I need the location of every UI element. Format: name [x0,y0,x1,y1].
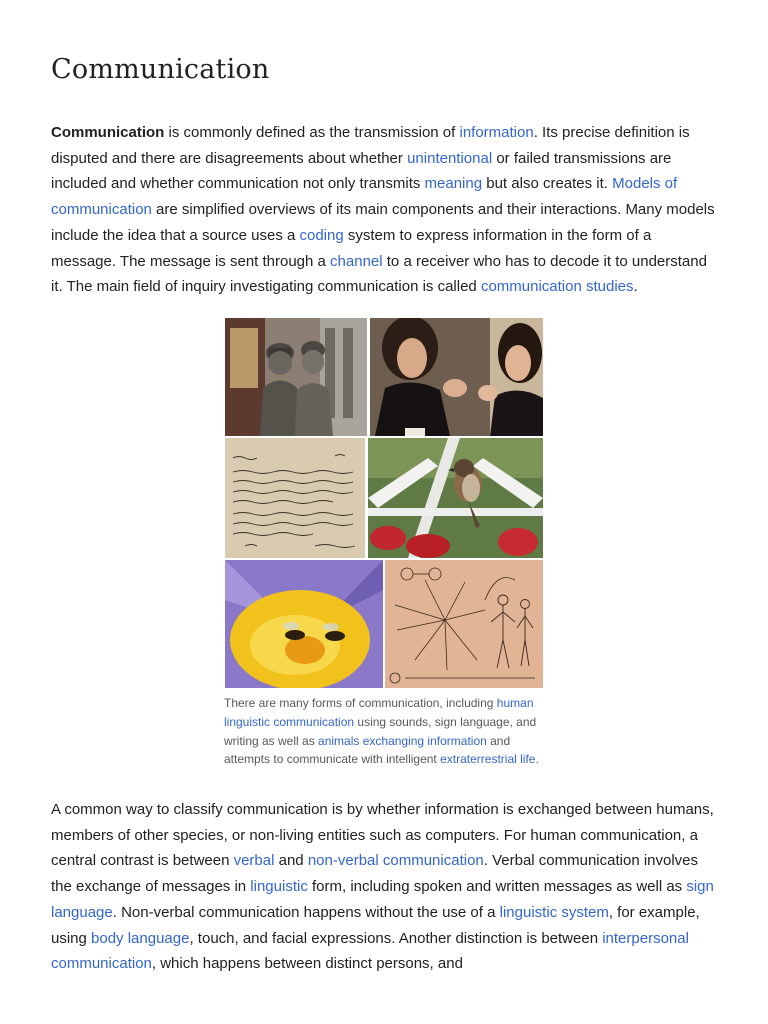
text-run: . [535,752,539,767]
text-run: and attempts to communicate with intelligent [224,733,511,767]
text-run: are simplified overviews of its main components and their interactions. Many models include the idea that a source uses a [51,201,715,244]
text-run: , touch, and facial expressions. Another distinction is between [189,929,603,947]
text-run: . Its precise definition is disputed and there are disagreements about whether [51,124,690,167]
link-extraterrestrial-life[interactable]: extraterrestrial life [440,752,536,767]
link-information[interactable]: information [459,124,534,141]
text-run: . Non-verbal communication happens without the use of a [112,903,500,921]
text-run: A common way to classify communication is by whether information is exchanged between humans, members of other species, or non-living entities such as computers. For human communication, a central contrast is between [51,801,714,870]
link-non-verbal-communication[interactable]: non-verbal communication [307,852,484,870]
pioneer-plaque-image[interactable] [385,560,543,688]
bold-term: Communication [51,124,165,141]
link-body-language[interactable]: body language [91,929,190,947]
link-human-linguistic-communication[interactable]: human linguistic communication [224,696,534,729]
text-run: . [633,278,638,296]
link-linguistic[interactable]: linguistic [250,878,308,896]
link-verbal[interactable]: verbal [233,852,275,870]
link-models-of-communication[interactable]: Models of communication [51,175,678,219]
text-run: . Verbal communication involves the exchange of messages in [51,852,699,896]
link-sign-language[interactable]: sign language [51,878,714,921]
text-run: There are many forms of communication, including [224,696,497,710]
link-unintentional[interactable]: unintentional [407,149,493,167]
text-run: or failed transmissions are included and whether communication not only transmits [51,149,672,193]
text-run: is commonly defined as the transmission of [164,124,460,141]
intro-paragraph [51,120,719,300]
link-coding[interactable]: coding [299,226,344,244]
text-run: but also creates it. [482,175,613,193]
page-title: Communication [51,54,270,85]
text-run: form, including spoken and written messages as well as [307,878,687,896]
figure-caption [224,694,546,769]
link-animals-exchanging-information[interactable]: animals exchanging information [318,733,487,748]
handwritten-letter-image[interactable] [225,438,365,558]
statues-talking-image[interactable] [225,318,367,436]
text-run: using sounds, sign language, and writing as well as [224,714,537,748]
text-run: and [274,852,308,870]
link-interpersonal-communication[interactable]: interpersonal communication [51,929,689,973]
link-linguistic-system[interactable]: linguistic system [499,903,609,921]
text-run: to a receiver who has to decode it to understand it. The main field of inquiry investigating communication is called [51,252,707,296]
text-run: , which happens between distinct persons, and [151,955,463,973]
classification-paragraph [51,797,719,977]
sign-language-image[interactable] [370,318,543,436]
text-run: system to express information in the form of a message. The message is sent through a [51,226,652,270]
link-meaning[interactable]: meaning [424,175,483,193]
text-run: , for example, using [51,903,700,947]
bees-on-flower-image[interactable] [225,560,383,688]
link-channel[interactable]: channel [330,252,383,270]
link-communication-studies[interactable]: communication studies [480,278,634,296]
sparrow-image[interactable] [368,438,543,558]
